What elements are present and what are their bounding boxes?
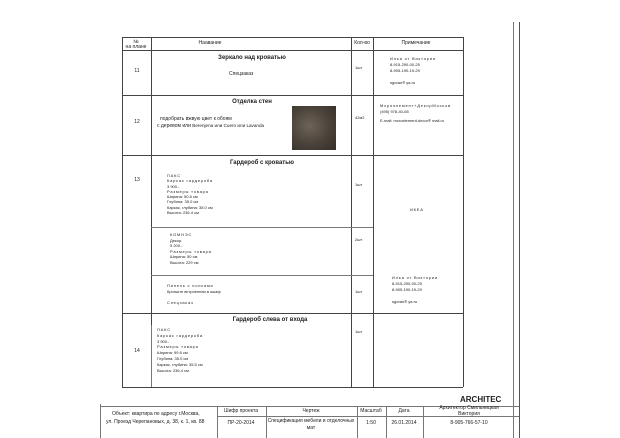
drawing-header: Чертеж: [302, 408, 320, 414]
architect-phone: 8-905-766-57-10: [450, 420, 488, 426]
supplier-note: Мхроэлемент+ДекорМосков (495) 978-40-65 E-mail: mcroelement-decor® mail.ru: [380, 103, 451, 123]
header-name: Наавание: [198, 40, 222, 46]
architect-name: Архитектор Смильницкая: [439, 405, 499, 411]
row-qty: 42м2: [355, 115, 365, 120]
row-qty: 1шт: [355, 329, 363, 334]
row-title: Гардероб слева от входа: [232, 317, 308, 323]
object-address: ул. Проезд Черепановых, д. 38, к. 1, кв. 88: [106, 419, 205, 425]
date-value: 26.01.2014: [391, 420, 417, 426]
header-num-sub: на плане: [125, 44, 147, 50]
drawing-value: Спецификация мебели и отделочных: [267, 418, 355, 424]
item-spec-panel: Панель с полками Кронште встроенная в шкаф Спецзаказ: [167, 283, 221, 305]
row-number: 11: [134, 68, 140, 74]
date-header: Дата: [398, 408, 410, 414]
header-note: Примечание: [401, 40, 431, 46]
drawing-value-2: мат: [306, 425, 316, 431]
scale-header: Масштаб: [360, 408, 382, 414]
item-qty: 2шт: [355, 237, 363, 242]
header-num: №: [133, 39, 139, 45]
row-description: подобрать вжвую цвет к обоям: [160, 116, 232, 122]
row-qty: 1шт: [355, 65, 363, 70]
item-spec-paks: ПАКС Каркас гардероба 3 900.- Размеры товара Ширина: 50.6 см Глубина: 35.0 см Каркас, глубина: 35.0 см Высота: 236.4 см: [167, 173, 213, 216]
frame-inner-right: [513, 22, 514, 438]
row-title: Гардероб с кроватью: [229, 160, 295, 166]
row-description-2: с деревом или Berenjena или Cuero или Lavanda: [157, 123, 265, 129]
architect-name-2: Виктория: [458, 411, 480, 417]
row-number: 13: [134, 177, 140, 183]
item-qty: 1шт: [355, 182, 363, 187]
frame-left-border: [100, 404, 101, 438]
item-qty: 1шт: [355, 289, 363, 294]
row-number: 12: [134, 119, 140, 125]
frame-right-border: [519, 22, 520, 438]
supplier-ikea: ИКЕА: [410, 207, 424, 212]
row-description: Спецзаказ: [229, 71, 254, 77]
leather-sample-image: [292, 106, 336, 150]
item-spec-komnes: КОМНЭС Декор. 5 200.- Размеры товара Ширина: 50 см Высота: 229 см: [170, 232, 212, 265]
architec-logo: ARCHITEC: [460, 395, 502, 404]
object-label: Объект: квартира по адресу г.Москва,: [112, 411, 200, 417]
supplier-note: Илья от Виктории 8-915-290-00-25 8-905-190-19-29 sgoran® ya.ru: [392, 275, 438, 304]
project-code-value: ПР-20-2014: [227, 420, 255, 426]
row-number: 14: [134, 348, 140, 354]
supplier-note: Илья от Виктории 8-915-290-00-25 8-905-190-19-29 sgoran® ya.ru: [390, 56, 436, 85]
header-qty: Кол-во: [354, 40, 370, 46]
scale-value: 1:50: [366, 420, 376, 426]
row-title: Отделка стен: [232, 99, 272, 105]
project-code-header: Шифр проекта: [224, 408, 258, 414]
item-spec-paks: ПАКС Каркас гардероба 3 900.- Размеры товара Ширина: 99.6 см Глубина: 35.0 см Каркас, глубина: 35.5 см Высота: 236.4 см: [157, 327, 203, 373]
row-title: Зеркало над кроватью: [218, 55, 286, 61]
